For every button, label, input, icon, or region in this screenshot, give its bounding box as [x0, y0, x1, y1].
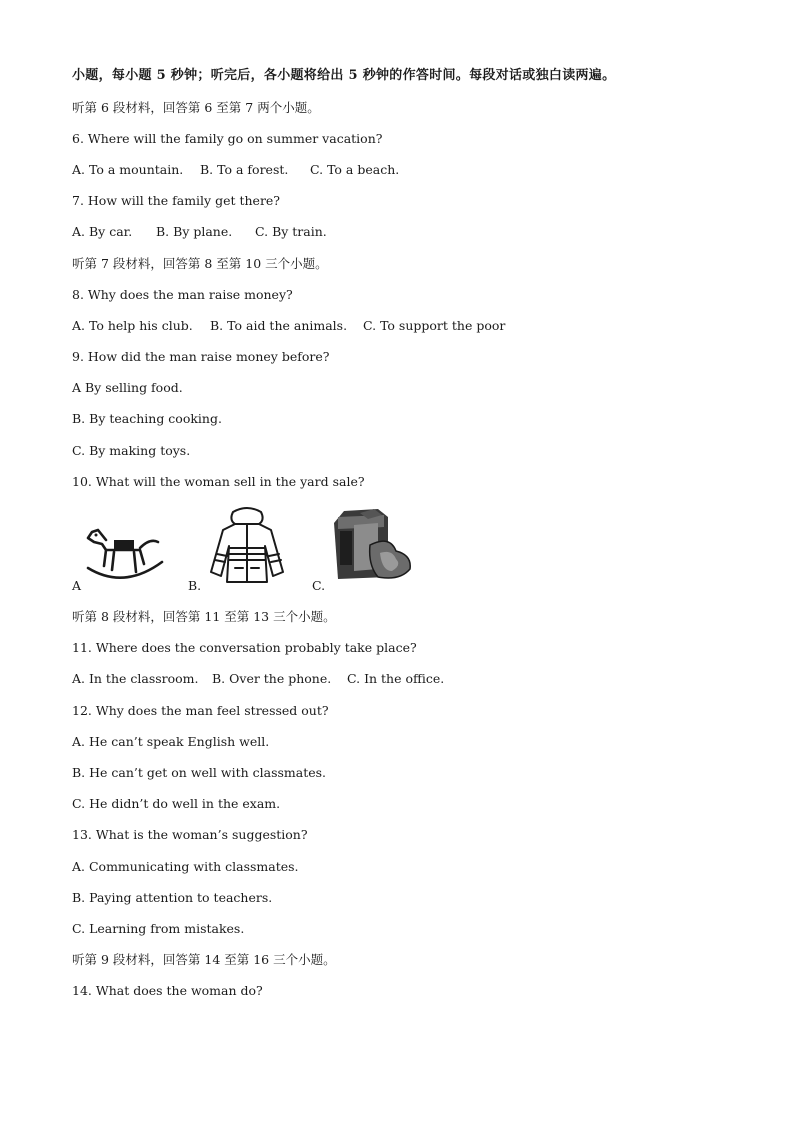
question-13-option-b: B. Paying attention to teachers.: [72, 890, 273, 905]
question-11-options: [72, 671, 444, 687]
option-b: B. To a forest.: [200, 162, 289, 177]
question-12-option-a: A. He can’t speak English well.: [72, 734, 270, 749]
option-a: A. By car.: [72, 224, 133, 239]
option-c: C. To support the poor: [363, 318, 506, 333]
question-10: 10. What will the woman sell in the yard sale?: [72, 474, 365, 489]
picture-a-label: A: [72, 578, 82, 593]
option-c: C. In the office.: [347, 671, 445, 686]
question-7: 7. How will the family get there?: [72, 193, 281, 208]
jacket-picture: [205, 506, 289, 586]
section-heading: 听第 9 段材料，回答第 14 至第 16 三个小题。: [72, 952, 336, 967]
option-b: B. To aid the animals.: [210, 318, 348, 333]
rocking-horse-picture: [84, 518, 166, 586]
option-c: C. By train.: [255, 224, 327, 239]
question-7-options: [72, 224, 327, 240]
section-heading: 听第 8 段材料，回答第 11 至第 13 三个小题。: [72, 609, 336, 624]
option-c: C. To a beach.: [310, 162, 400, 177]
instructions-line: 小题，每小题 5 秒钟；听完后，各小题将给出 5 秒钟的作答时间。每段对话或独白读两遍。: [72, 68, 616, 83]
option-b: B. By plane.: [156, 224, 233, 239]
question-13-option-c: C. Learning from mistakes.: [72, 921, 245, 936]
question-13: 13. What is the woman’s suggestion?: [72, 827, 308, 842]
question-13-option-a: A. Communicating with classmates.: [72, 859, 299, 874]
section-heading: 听第 6 段材料，回答第 6 至第 7 两个小题。: [72, 100, 320, 115]
question-9-option-b: B. By teaching cooking.: [72, 411, 222, 426]
question-9-option-a: A By selling food.: [72, 380, 183, 395]
question-12-option-c: C. He didn’t do well in the exam.: [72, 796, 281, 811]
question-14: 14. What does the woman do?: [72, 983, 263, 998]
picture-b-label: B.: [188, 578, 202, 593]
question-9: 9. How did the man raise money before?: [72, 349, 330, 364]
question-12: 12. Why does the man feel stressed out?: [72, 703, 329, 718]
question-9-option-c: C. By making toys.: [72, 443, 191, 458]
question-11: 11. Where does the conversation probably take place?: [72, 640, 417, 655]
question-8: 8. Why does the man raise money?: [72, 287, 293, 302]
question-6: 6. Where will the family go on summer vacation?: [72, 131, 383, 146]
toaster-picture: [330, 505, 416, 585]
option-a: A. In the classroom.: [72, 671, 199, 686]
option-a: A. To help his club.: [72, 318, 193, 333]
question-8-options: [72, 318, 505, 334]
option-a: A. To a mountain.: [72, 162, 184, 177]
option-b: B. Over the phone.: [212, 671, 332, 686]
picture-c-label: C.: [312, 578, 326, 593]
question-12-option-b: B. He can’t get on well with classmates.: [72, 765, 327, 780]
section-heading: 听第 7 段材料，回答第 8 至第 10 三个小题。: [72, 256, 328, 271]
question-6-options: [72, 162, 399, 178]
